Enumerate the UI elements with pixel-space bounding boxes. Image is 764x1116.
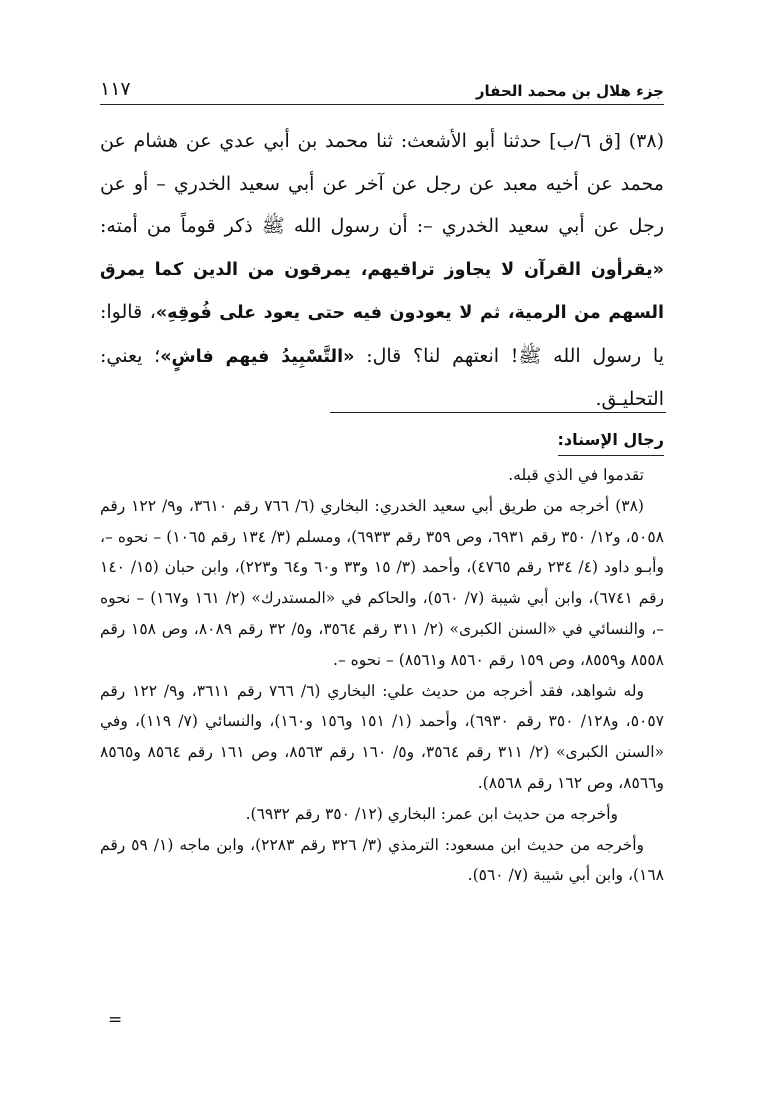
ibn-masud-paragraph: وأخرجه من حديث ابن مسعود: الترمذي (٣/ ٣٢٦ رقم ٢٢٨٣)، وابن ماجه (١/ ٥٩ رقم ١٦٨)، وابن أبي شيبة (٧/ ٥٦٠). — [100, 835, 664, 885]
takhrij-paragraph: (٣٨) أخرجه من طريق أبي سعيد الخدري: البخاري (٦/ ٧٦٦ رقم ٣٦١٠، و٩/ ١٢٢ رقم ٥٠٥٨، و١٢/ ٣٥٠ رقم ٦٩٣١، وص ٣٥٩ رقم ٦٩٣٣)، ومسلم (٣/ ١٣٤ رقم ١٠٦٥) – نحوه –، وأبـو داود (٤/ ٢٣٤ رقم ٤٧٦٥)، وأحمد (٣/ ١٥ و٣٣ و٦٠ و٦٤ و٢٢٣)، وابن حبان (١٥/ ١٤٠ رقم ٦٧٤١)، وابن أبي شيبة (٧/ ٥٦٠)، والحاكم في «المستدرك» (٢/ ١٦١ و١٦٧) – نحوه –، والنسائي في «السنن الكبرى» (٢/ ٣١١ رقم ٣٥٦٤، و٥/ ٣٢ رقم ٨٠٨٩، وص ١٥٨ رقم ٨٥٥٨ و٨٥٥٩، وص ١٥٩ رقم ٨٥٦٠ و٨٥٦١) – نحوه –. — [100, 496, 665, 669]
hadith-quote-2: «التَّسْبِيدُ فيهم فاشٍ» — [160, 346, 355, 367]
hadith-isnad: (٣٨) [ق ٦/ب] حدثنا أبو الأشعث: ثنا محمد بن أبي عدي عن هشام عن محمد عن أخيه معبد عن رجل عن آخر عن أبي سعيد الخدري – أو عن رجل عن أبي سعيد الخدري –: أن رسول الله ﷺ ذكر قوماً من أمته: — [100, 130, 664, 237]
book-title: جزء هلال بن محمد الحفار — [475, 82, 664, 100]
ibn-umar-paragraph: وأخرجه من حديث ابن عمر: البخاري (١٢/ ٣٥٠ رقم ٦٩٣٢). — [245, 804, 618, 823]
page-number: ١١٧ — [100, 78, 131, 100]
footnote-separator — [330, 412, 666, 413]
continuation-mark: = — [108, 1010, 123, 1030]
hadith-text-2: ، قالوا: يا رسول الله ﷺ! انعتهم لنا؟ قال: — [100, 301, 664, 367]
shawahid-paragraph: وله شواهد، فقد أخرجه من حديث علي: البخاري (٦/ ٧٦٦ رقم ٣٦١١، و٩/ ١٢٢ رقم ٥٠٥٧، و١٢٨/ ٣٥٠ رقم ٦٩٣٠)، وأحمد (١/ ١٥١ و١٥٦ و١٦٠)، والنسائي (٧/ ١١٩)، وفي «السنن الكبرى» (٢/ ٣١١ رقم ٣٥٦٤، و٥/ ١٦٠ رقم ٨٥٦٣، وص ١٦١ رقم ٨٥٦٤ و٨٥٦٥ و٨٥٦٦، وص ١٦٢ رقم ٨٥٦٨). — [100, 681, 664, 792]
hadith-text — [100, 120, 664, 421]
section-heading: رجال الإسناد: — [558, 425, 664, 456]
header-rule — [100, 104, 664, 105]
commentary — [100, 425, 664, 891]
hadith-text-3: ؛ يعني: التحليـق. — [100, 344, 664, 410]
running-header — [100, 72, 664, 100]
narrators-note: تقدموا في الذي قبله. — [508, 466, 644, 484]
hadith-quote-1: «يقرأون القرآن لا يجاوز تراقيهم، يمرقون من الدين كما يمرق السهم من الرمية، ثم لا يعودون فيه حتى يعود على فُوقِهِ» — [100, 259, 664, 323]
